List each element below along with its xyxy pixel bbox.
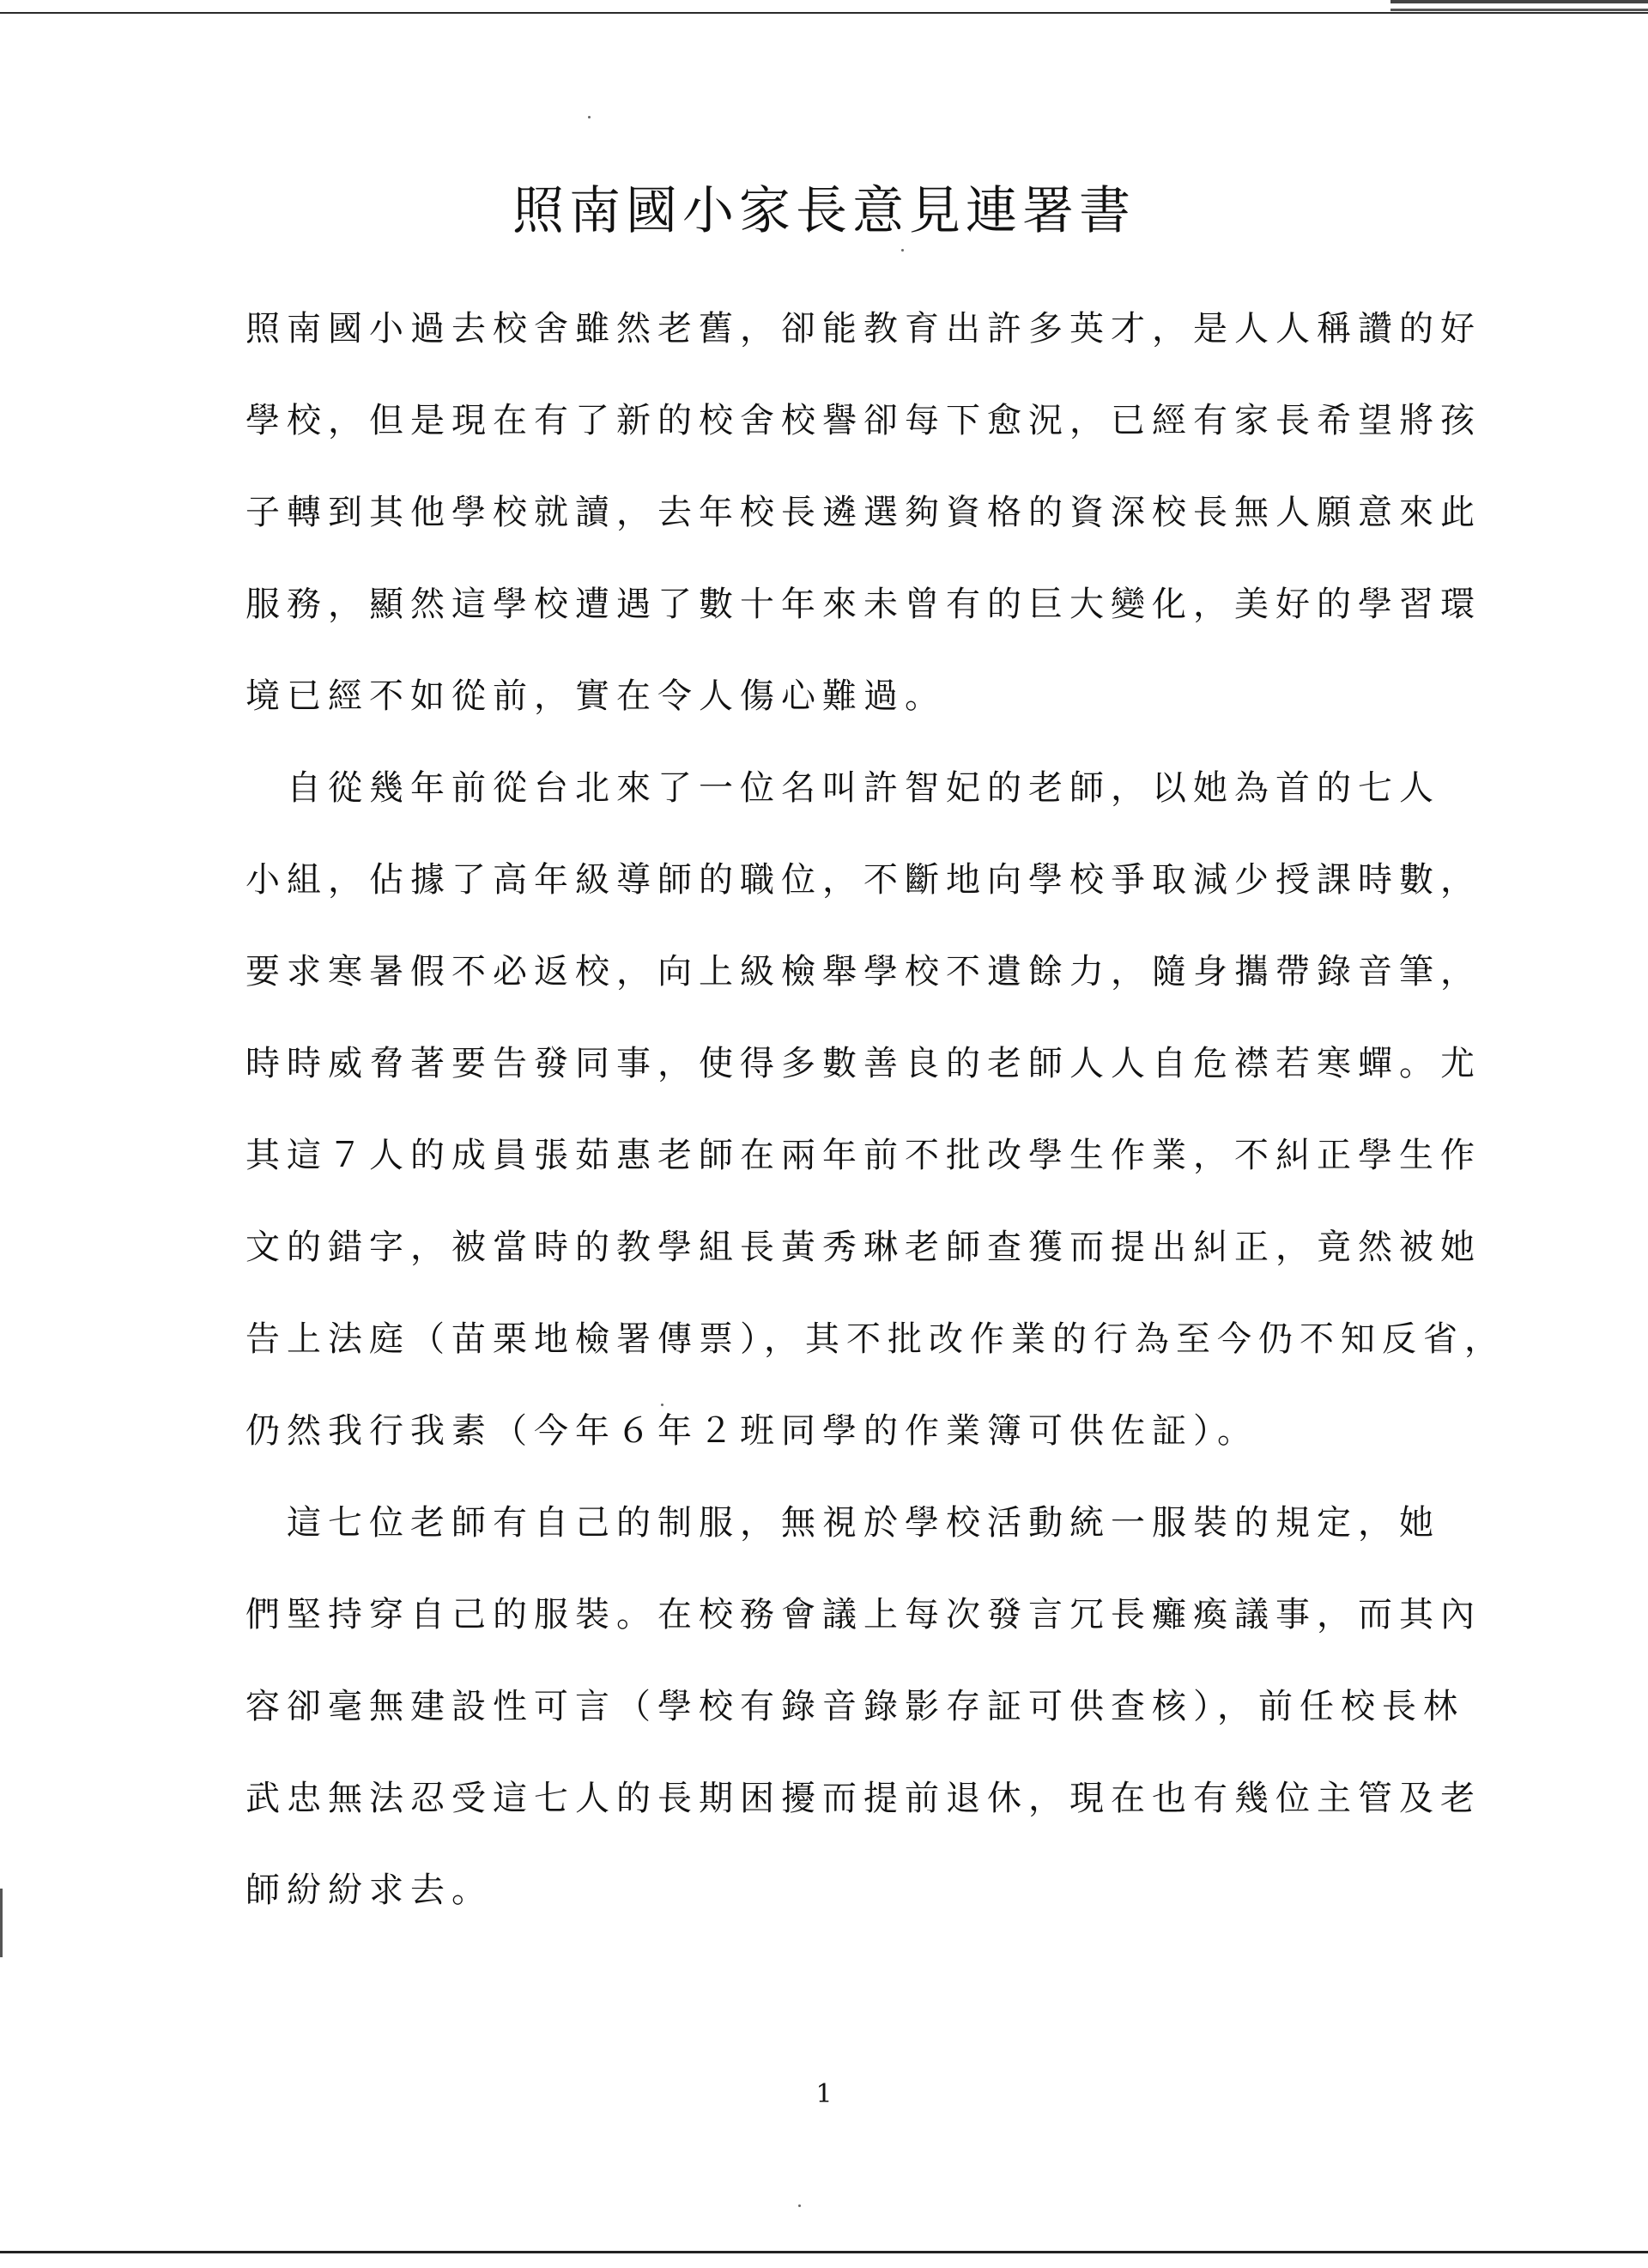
text-line: 自從幾年前從台北來了一位名叫許智妃的老師，以她為首的七人 xyxy=(245,768,1440,808)
text-line: 容卻毫無建設性可言（學校有錄音錄影存証可供查核），前任校長林 xyxy=(245,1687,1464,1726)
text-line: 武忠無法忍受這七人的長期困擾而提前退休，現在也有幾位主管及老 xyxy=(245,1779,1481,1818)
text-line: 仍然我行我素（今年６年２班同學的作業簿可供佐証）。 xyxy=(245,1411,1258,1451)
text-line: 子轉到其他學校就讀，去年校長遴選夠資格的資深校長無人願意來此 xyxy=(245,493,1481,532)
document-title: 照南國小家長意見連署書 xyxy=(512,181,1136,241)
scan-edge-left xyxy=(0,0,3,2268)
text-line: 時時威脅著要告發同事，使得多數善良的老師人人自危襟若寒蟬。尤 xyxy=(245,1044,1481,1083)
text-line: 其這７人的成員張茹惠老師在兩年前不批改學生作業，不糾正學生作 xyxy=(245,1136,1481,1175)
text-line: 這七位老師有自己的制服，無視於學校活動統一服裝的規定，她 xyxy=(245,1503,1440,1543)
text-line: 文的錯字，被當時的教學組長黃秀琳老師查獲而提出糾正，竟然被她 xyxy=(245,1228,1481,1267)
text-line: 告上法庭（苗栗地檢署傳票），其不批改作業的行為至今仍不知反省， xyxy=(245,1319,1506,1359)
text-line: 小組，佔據了高年級導師的職位，不斷地向學校爭取減少授課時數， xyxy=(245,860,1481,900)
text-line: 服務，顯然這學校遭遇了數十年來未曾有的巨大變化，美好的學習環 xyxy=(245,585,1481,624)
text-line: 要求寒暑假不必返校，向上級檢舉學校不遺餘力，隨身攜帶錄音筆， xyxy=(245,952,1481,991)
text-line: 照南國小過去校舍雖然老舊，卻能教育出許多英才，是人人稱讚的好 xyxy=(245,309,1481,349)
scan-edge-bottom xyxy=(0,2251,1648,2253)
scan-speck xyxy=(798,2204,801,2207)
text-line: 境已經不如從前，實在令人傷心難過。 xyxy=(245,676,946,716)
document-body xyxy=(245,283,1506,1937)
paragraph-2 xyxy=(245,743,1506,1477)
paragraph-3 xyxy=(245,1477,1481,1937)
text-line: 學校，但是現在有了新的校舍校譽卻每下愈況，已經有家長希望將孩 xyxy=(245,401,1481,440)
scan-speck xyxy=(588,116,591,118)
scan-edge-top-right xyxy=(1390,0,1648,15)
text-line: 師紛紛求去。 xyxy=(245,1871,493,1910)
paragraph-1 xyxy=(245,283,1481,743)
scan-speck xyxy=(901,249,904,252)
text-line: 們堅持穿自己的服裝。在校務會議上每次發言冗長癱瘓議事，而其內 xyxy=(245,1595,1481,1634)
page-number: 1 xyxy=(815,2079,833,2109)
